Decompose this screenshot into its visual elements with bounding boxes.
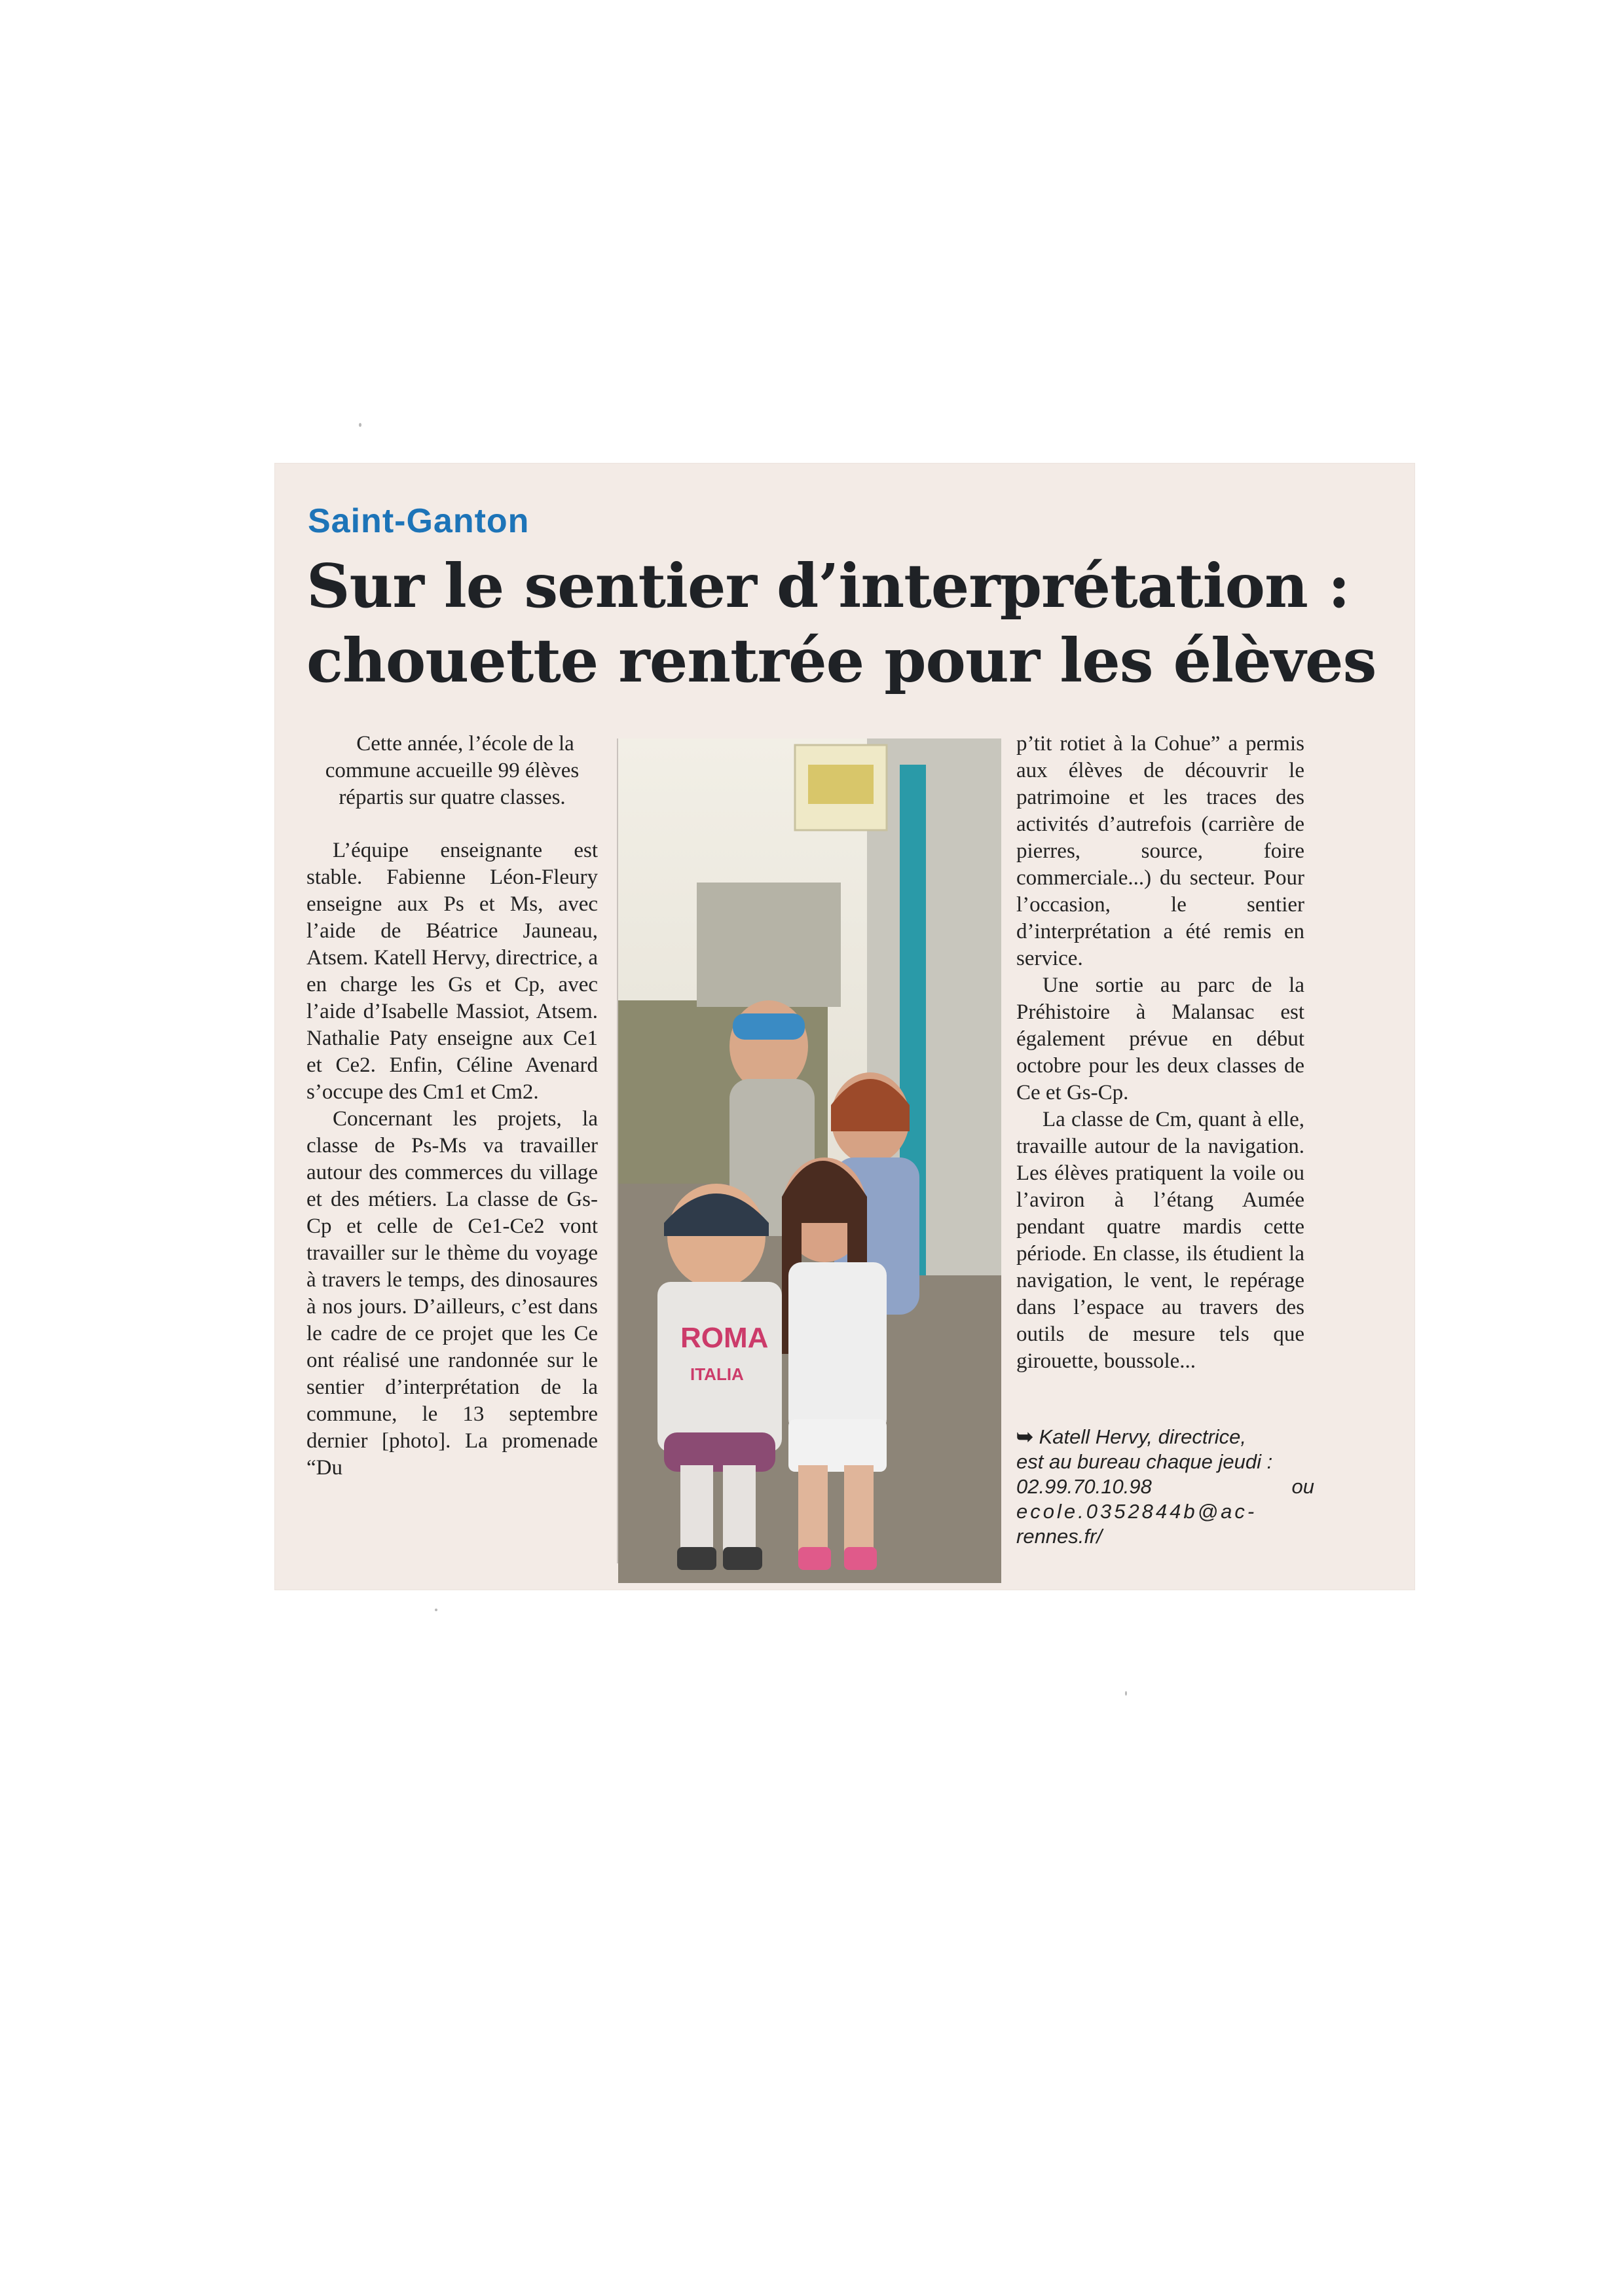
arrow-right-icon: ➥ (1016, 1425, 1033, 1448)
right-column (1016, 731, 1304, 1375)
contact-info (1016, 1425, 1314, 1549)
section-kicker: Saint-Ganton (308, 502, 530, 540)
paragraph: Concernant les projets, la classe de Ps-Ms va travailler autour des commerces du village et des métiers. La classe de Gs-Cp et celle de Ce1-Ce2 vont travailler sur le thème du voyage à travers le temps, des dinosaures à nos jours. D’ailleurs, c’est dans le cadre de ce projet que les Ce ont réalisé une randonnée sur le sentier d’interprétation de la commune, le 13 septembre dernier [photo]. La promenade “Du (306, 1107, 598, 1480)
scan-speck (359, 423, 361, 427)
paragraph: L’équipe enseignante est stable. Fabienne Léon-Fleury enseigne aux Ps et Ms, avec l’aide de Béatrice Jauneau, Atsem. Katell Hervy, directrice, a en charge les Gs et Cp, avec l’aide d’Isabelle Massiot, Atsem. Nathalie Paty enseigne aux Ce1 et Ce2. Enfin, Céline Avenard s’occupe des Cm1 et Cm2. (306, 839, 598, 1104)
scan-speck (435, 1609, 437, 1611)
paragraph: La classe de Cm, quant à elle, travaille autour de la navigation. Les élèves pratiquent la voile ou l’aviron à l’étang Aumée pendant quatre mardis cette période. En classe, ils étudient la navigation, le vent, le repérage dans l’espace au travers des outils de mesure tels que girouette, boussole... (1016, 1108, 1304, 1373)
newspaper-clipping (275, 464, 1414, 1590)
contact-phone: 02.99.70.10.98 (1016, 1475, 1152, 1498)
paragraph: Cette année, l’école de la commune accueille 99 élèves répartis sur quatre classes. (325, 732, 580, 809)
scan-speck (1125, 1691, 1127, 1696)
paragraph: p’tit rotiet à la Cohue” a permis aux élèves de découvrir le patrimoine et les traces des activités d’autrefois (carrière de pierres, source, foire commerciale...) du secteur. Pour l’occasion, le sentier d’interprétation a été remis en service. (1016, 732, 1304, 970)
headline-line-2: chouette rentrée pour les élèves (306, 625, 1376, 696)
shirt-print: ITALIA (690, 1364, 744, 1384)
contact-email: ecole.0352844b@ac- (1016, 1500, 1257, 1523)
article-photo (617, 738, 1001, 1563)
contact-line: est au bureau chaque jeudi : (1016, 1450, 1273, 1473)
contact-or: ou (1291, 1475, 1314, 1498)
contact-line (1016, 1425, 1314, 1449)
contact-phone-row (1016, 1474, 1314, 1499)
shirt-print: ROMA (680, 1322, 769, 1354)
contact-name: Katell Hervy, directrice, (1039, 1425, 1247, 1448)
paragraph: Une sortie au parc de la Préhistoire à Malansac est également prévue en début octobre pour les deux classes de Ce et Gs-Cp. (1016, 974, 1304, 1104)
left-column (306, 731, 598, 1482)
article-headline (306, 549, 1393, 698)
children-photo-illustration (618, 738, 1001, 1583)
headline-line-1: Sur le sentier d’interprétation : (306, 551, 1350, 621)
contact-email-end: rennes.fr/ (1016, 1525, 1102, 1548)
